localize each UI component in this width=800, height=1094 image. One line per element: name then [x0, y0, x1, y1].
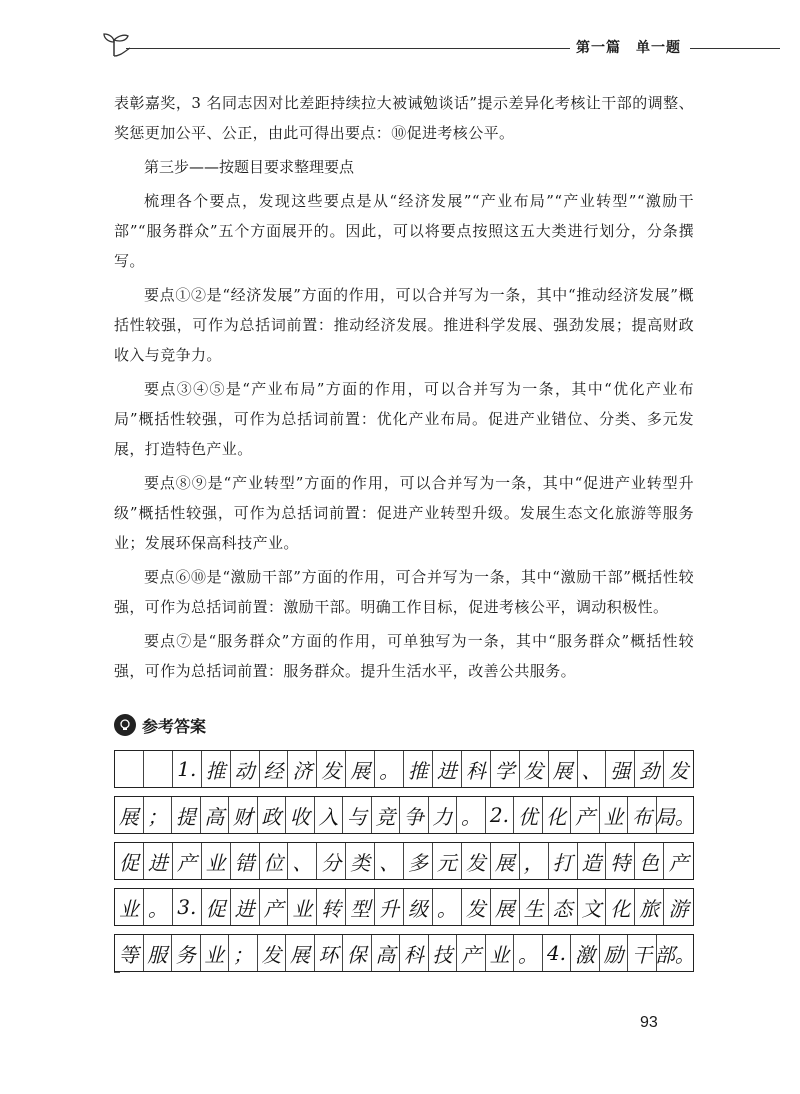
grid-cell: 色 — [635, 843, 664, 879]
grid-cell: 展 — [286, 935, 315, 971]
grid-cell: 位 — [260, 843, 289, 879]
grid-row — [114, 750, 694, 788]
grid-cell: 力 — [429, 797, 458, 833]
grid-cell: 高 — [201, 797, 230, 833]
paragraph: 要点⑦是“服务群众”方面的作用，可单独写为一条，其中“服务群众”概括性较强，可作为总括词前置：服务群众。提升生活水平，改善公共服务。 — [114, 632, 694, 680]
header-rule-right — [690, 48, 780, 49]
grid-cell: 化 — [606, 889, 635, 925]
grid-cell: 打 — [549, 843, 578, 879]
grid-cell: 2. — [486, 797, 515, 833]
grid-cell: 3. — [173, 889, 202, 925]
grid-cell: 化 — [543, 797, 572, 833]
grid-cell: 技 — [429, 935, 458, 971]
grid-cell: 优 — [514, 797, 543, 833]
grid-cell: 服 — [144, 935, 173, 971]
grid-row — [114, 934, 694, 972]
grid-cell: 展 — [491, 843, 520, 879]
grid-cell: 动 — [231, 751, 260, 787]
grid-cell: 级 — [404, 889, 433, 925]
grid-cell: 务 — [172, 935, 201, 971]
grid-row — [114, 796, 694, 834]
grid-cell: 发 — [520, 751, 549, 787]
grid-cell: 竞 — [372, 797, 401, 833]
grid-cell: 学 — [491, 751, 520, 787]
grid-cell: 。 — [514, 935, 543, 971]
paragraph: 梳理各个要点，发现这些要点是从“经济发展”“产业布局”“产业转型”“激励干部”“服务群众”五个方面展开的。因此，可以将要点按照这五大类进行划分，分条撰写。 — [114, 192, 694, 270]
grid-cell: 生 — [520, 889, 549, 925]
grid-cell: 经 — [260, 751, 289, 787]
grid-cell: 科 — [462, 751, 491, 787]
page-header — [100, 30, 780, 60]
grid-cell: 发 — [462, 889, 491, 925]
lightbulb-icon — [114, 714, 136, 736]
grid-cell: 类 — [346, 843, 375, 879]
grid-cell: 发 — [462, 843, 491, 879]
grid-cell: 科 — [400, 935, 429, 971]
grid-cell: 部。 — [654, 942, 695, 967]
grid-cell: 促 — [115, 843, 144, 879]
grid-cell: 济 — [288, 751, 317, 787]
grid-cell: 推 — [202, 751, 231, 787]
grid-cell: 产 — [260, 889, 289, 925]
grid-row — [114, 842, 694, 880]
grid-cell: 促 — [202, 889, 231, 925]
grid-cell: 进 — [144, 843, 173, 879]
grid-cell: 发 — [317, 751, 346, 787]
grid-cell: 收 — [286, 797, 315, 833]
grid-cell: 业 — [202, 843, 231, 879]
grid-cell: 展 — [549, 751, 578, 787]
grid-cell: 励 — [600, 935, 629, 971]
grid-cell: 产 — [668, 850, 689, 875]
paragraph: 要点⑥⑩是“激励干部”方面的作用，可合并写为一条，其中“激励干部”概括性较强，可作为总括词前置：激励干部。明确工作目标，促进考核公平，调动积极性。 — [114, 568, 694, 616]
grid-cell: 业 — [201, 935, 230, 971]
grid-cell: ； — [144, 797, 173, 833]
grid-cell: 业 — [288, 889, 317, 925]
grid-cell: 转 — [317, 889, 346, 925]
grid-cell: 展 — [346, 751, 375, 787]
grid-cell: 。 — [457, 797, 486, 833]
grid-cell: 业 — [486, 935, 515, 971]
grid-cell: 政 — [258, 797, 287, 833]
grid-cell: 业 — [115, 889, 144, 925]
grid-cell: 强 — [606, 751, 635, 787]
grid-cell: 。 — [375, 751, 404, 787]
grid-cell: 产 — [457, 935, 486, 971]
paragraph: 要点③④⑤是“产业布局”方面的作用，可以合并写为一条，其中“优化产业布局”概括性较强，可作为总括词前置：优化产业布局。促进产业错位、分类、多元发展，打造特色产业。 — [114, 380, 694, 458]
answer-heading — [114, 712, 206, 738]
grid-cell: 发 — [258, 935, 287, 971]
grid-cell: 。 — [144, 889, 173, 925]
grid-cell: 激 — [571, 935, 600, 971]
section-label: 第一篇 单一题 — [570, 37, 687, 57]
grid-cell: ， — [520, 843, 549, 879]
grid-cell: 布 — [628, 797, 657, 833]
grid-cell: 多 — [404, 843, 433, 879]
grid-cell: 1. — [173, 751, 202, 787]
grid-cell: 与 — [343, 797, 372, 833]
grid-cell: 入 — [315, 797, 344, 833]
grid-cell: 旅 — [635, 889, 664, 925]
grid-cell: 造 — [578, 843, 607, 879]
grid-cell: 提 — [172, 797, 201, 833]
grid-cell: 。 — [433, 889, 462, 925]
grid-cell: 高 — [372, 935, 401, 971]
grid-cell: 保 — [343, 935, 372, 971]
grid-cell: 局。 — [654, 804, 695, 829]
grid-cell: 业 — [600, 797, 629, 833]
body-text — [114, 88, 694, 690]
answer-grid — [114, 750, 694, 980]
grid-cell: 型 — [346, 889, 375, 925]
grid-cell: 错 — [231, 843, 260, 879]
grid-cell: 等 — [115, 935, 144, 971]
grid-cell: 产 — [571, 797, 600, 833]
grid-cell: 4. — [543, 935, 572, 971]
grid-row — [114, 888, 694, 926]
grid-cell: 进 — [433, 751, 462, 787]
page-number: 93 — [640, 1014, 658, 1031]
divider — [114, 972, 120, 973]
grid-cell: 劲 — [635, 751, 664, 787]
paragraph: 要点⑧⑨是“产业转型”方面的作用，可以合并写为一条，其中“促进产业转型升级”概括性较强，可作为总括词前置：促进产业转型升级。发展生态文化旅游等服务业；发展环保高科技产业。 — [114, 474, 694, 552]
paragraph: 表彰嘉奖，3 名同志因对比差距持续拉大被诫勉谈话”提示差异化考核让干部的调整、奖惩更加公平、公正，由此可得出要点：⑩促进考核公平。 — [114, 94, 694, 142]
grid-cell — [115, 751, 144, 787]
grid-cell: 产 — [173, 843, 202, 879]
grid-cell: 分 — [317, 843, 346, 879]
grid-cell: 干 — [628, 935, 657, 971]
grid-cell: 进 — [231, 889, 260, 925]
grid-cell: 展 — [491, 889, 520, 925]
grid-cell: ； — [229, 935, 258, 971]
grid-cell: 展 — [115, 797, 144, 833]
grid-cell: 环 — [315, 935, 344, 971]
sprout-icon — [100, 30, 134, 58]
grid-cell: 争 — [400, 797, 429, 833]
grid-cell: 、 — [578, 751, 607, 787]
grid-cell: 发 — [668, 758, 689, 783]
answer-title: 参考答案 — [142, 716, 207, 736]
grid-cell: 特 — [606, 843, 635, 879]
grid-cell: 态 — [549, 889, 578, 925]
grid-cell: 元 — [433, 843, 462, 879]
grid-cell — [144, 751, 173, 787]
grid-cell: 财 — [229, 797, 258, 833]
grid-cell: 推 — [404, 751, 433, 787]
grid-cell: 文 — [578, 889, 607, 925]
step-heading: 第三步——按题目要求整理要点 — [144, 158, 355, 176]
grid-cell: 、 — [288, 843, 317, 879]
grid-cell: 升 — [375, 889, 404, 925]
grid-cell: 游 — [668, 896, 689, 921]
paragraph: 要点①②是“经济发展”方面的作用，可以合并写为一条，其中“推动经济发展”概括性较强，可作为总括词前置：推动经济发展。推进科学发展、强劲发展；提高财政收入与竞争力。 — [114, 286, 694, 364]
grid-cell: 、 — [375, 843, 404, 879]
